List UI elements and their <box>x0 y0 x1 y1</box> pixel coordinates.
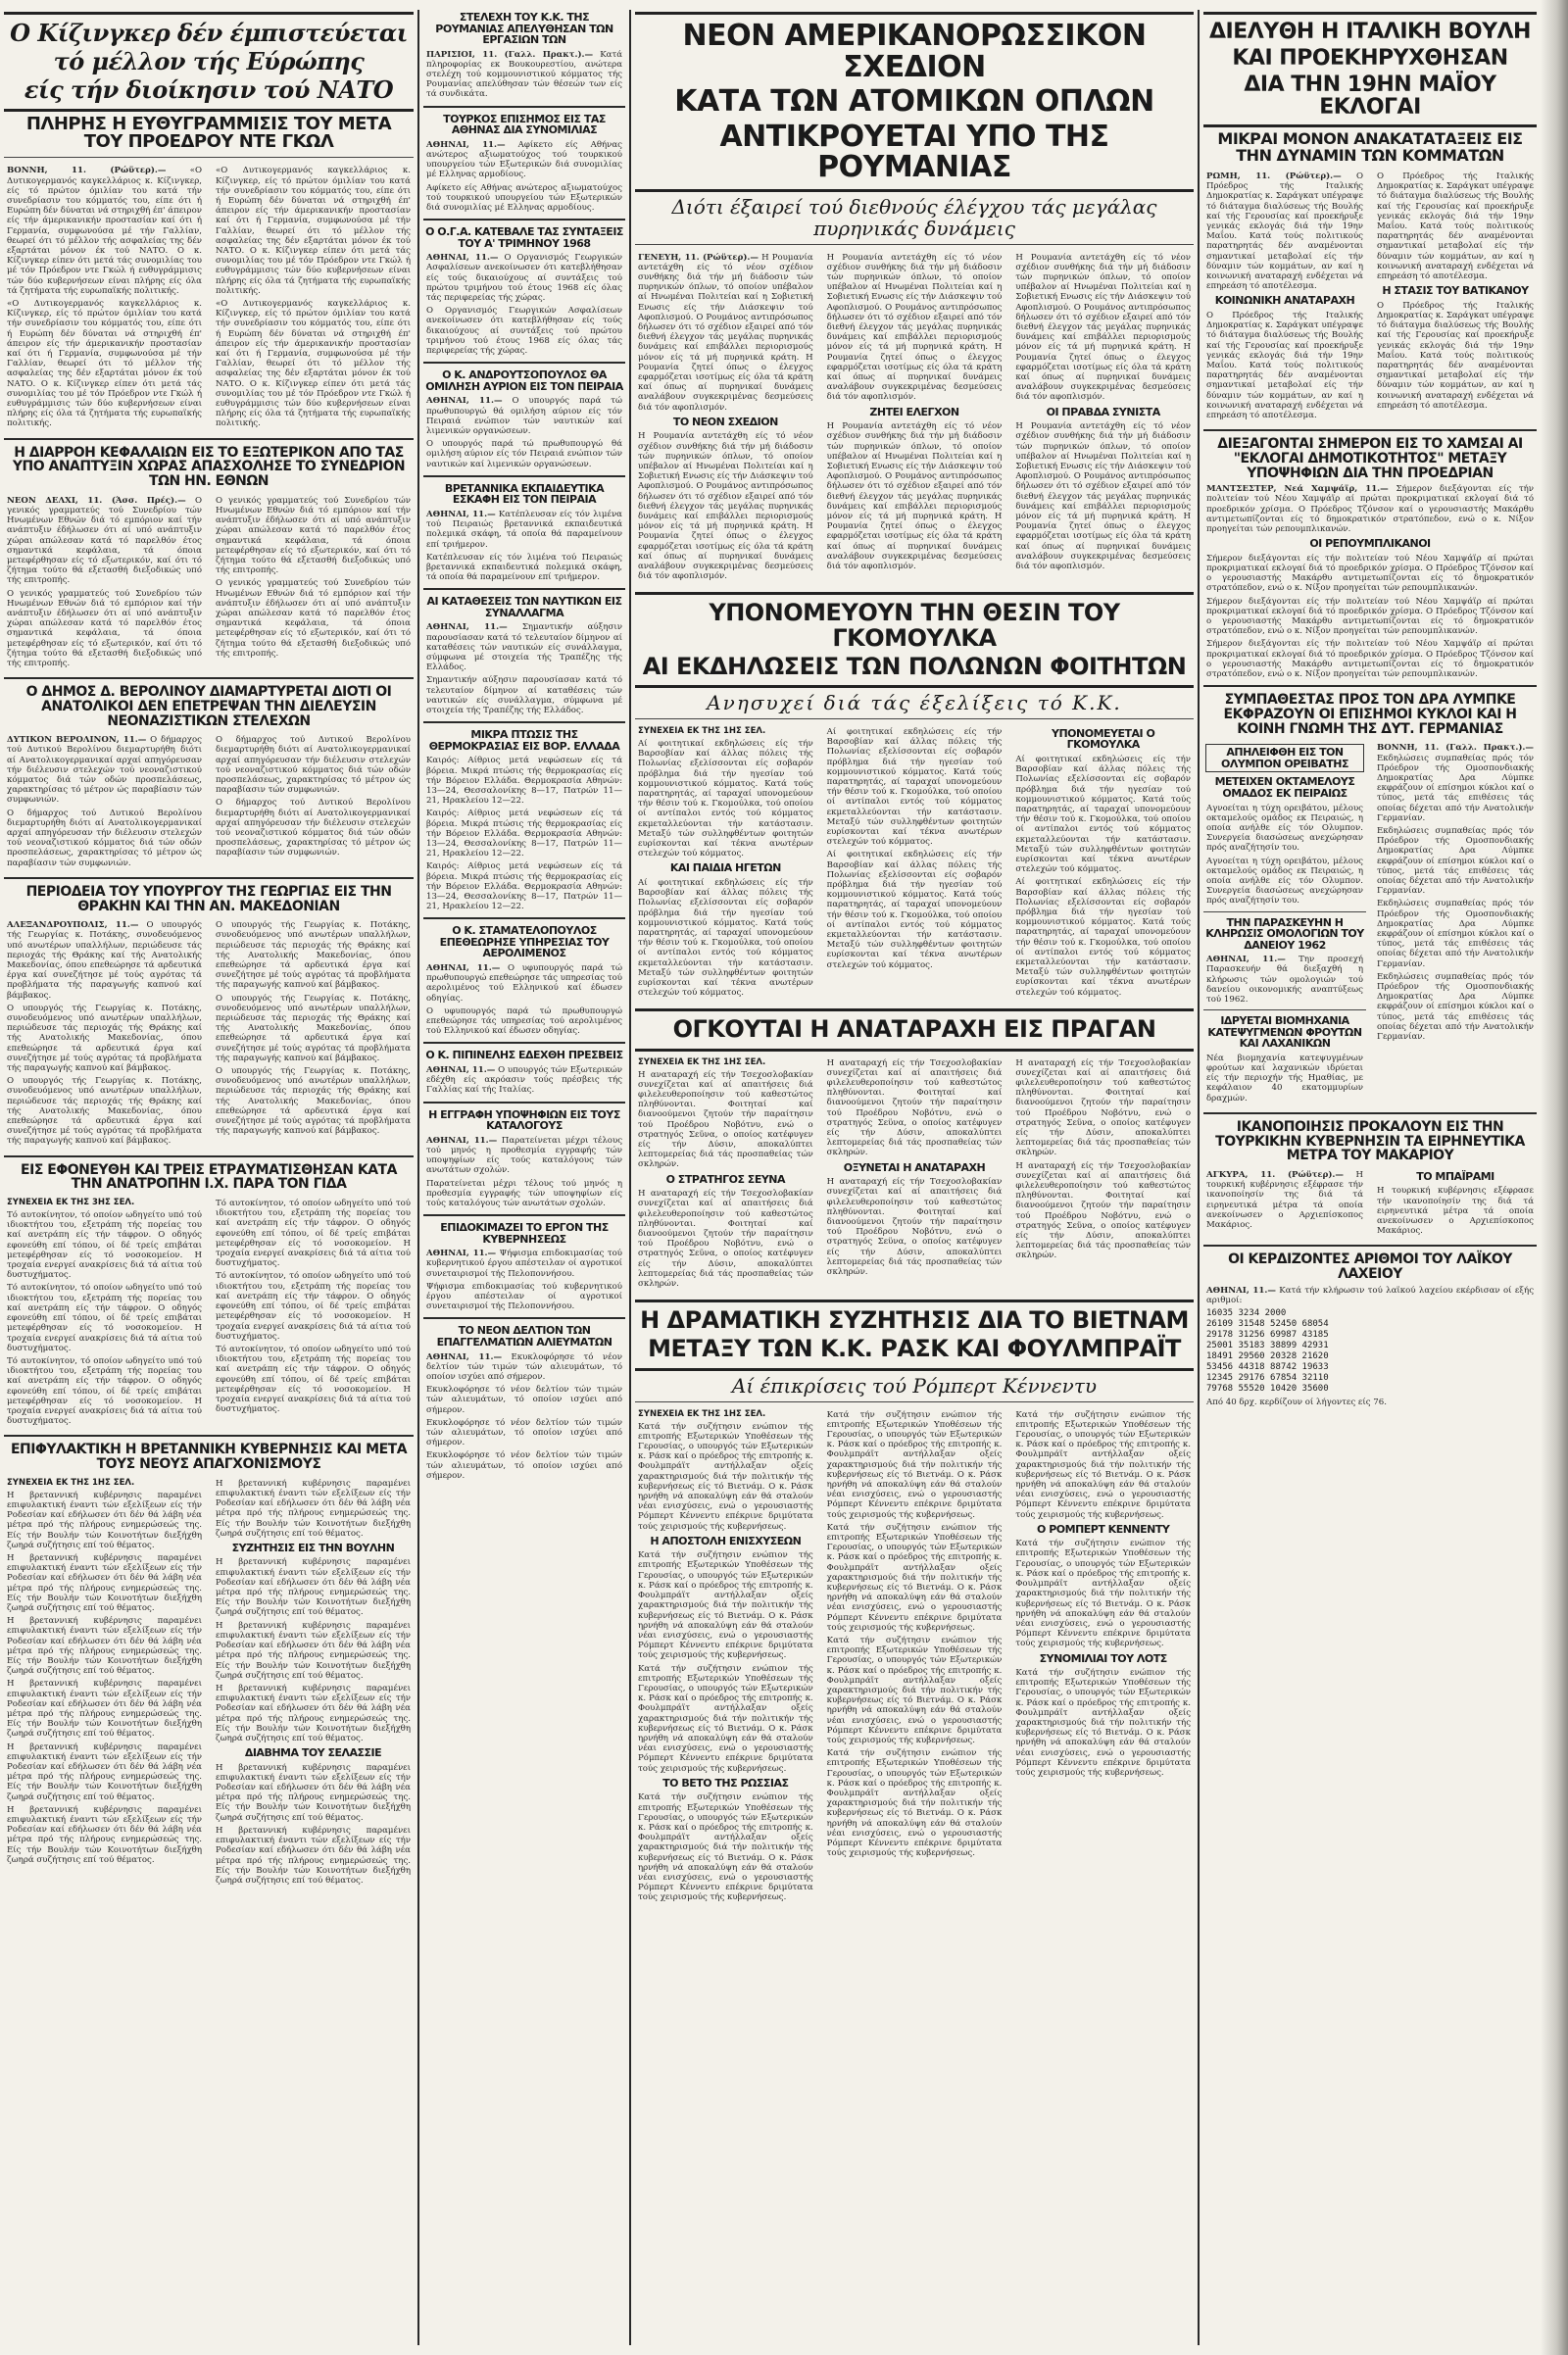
headline: ΑΙ ΚΑΤΑΘΕΣΕΙΣ ΤΩΝ ΝΑΥΤΙΚΩΝ ΕΙΣ ΣΥΝΑΛΛΑΓΜΑ <box>426 595 622 619</box>
article-text: Η αναταραχή είς τήν Τσεχοσλοβακίαν συνεχίζεται καί αί απαιτήσεις διά φιλελευθεροποίησιν τού καθεστώτος πληθύνονται. Φοιτηταί καί διανοούμενοι ζητούν τήν παραίτησιν τού Προέδρου Νοβότνυ, ενώ ο στρατηγός Σεϋνα, ο οποίος κατέφυγεν είς τήν Δύσιν, αποκαλύπτει λεπτομερείας διά τάς προσπαθείας τών σκληρών. <box>638 1189 813 1289</box>
headline: ΔΙΕΞΑΓΟΝΤΑΙ ΣΗΜΕΡΟΝ ΕΙΣ ΤΟ ΧΑΜΣΑΙ ΑΙ "ΕΚΛΟΓΑΙ ΔΗΜΟΤΙΚΟΤΗΤΟΣ" ΜΕΤΑΞΥ ΥΠΟΨΗΦΙΩΝ ΔΙΑ ΤΗΝ ΠΡΟΕΔΡΙΑΝ <box>1217 436 1523 481</box>
article-text: Εκδηλώσεις συμπαθείας πρός τόν Πρόεδρον τής Ομοσπονδιακής Δημοκρατίας Δρα Λύμπκε εκφράζουν οί επίσημοι κύκλοι καί ο τύπος, μετά τάς επιθέσεις τάς οποίας δέχεται από τήν Ανατολικήν Γερμανίαν. <box>1377 825 1534 897</box>
article-text: Κατά τήν συζήτησιν ενώπιον τής επιτροπής Εξωτερικών Υποθέσεων τής Γερουσίας, ο υπουργός τών Εξωτερικών κ. Ράσκ καί ο πρόεδρος τής επιτροπής κ. Φουλμπράϊτ αντήλλαξαν οξείς χαρακτηρισμούς διά τήν πολιτικήν τής κυβερνήσεως είς τό Βιετνάμ. Ο κ. Ράσκ ηρνήθη νά αποκαλύψη εάν θά σταλούν νέαι ενισχύσεις, ενώ ο γερουσιαστής Ρόμπερτ Κέννεντυ επέκρινε δριμύτατα τούς χειρισμούς τής κυβερνήσεως. <box>826 1409 1003 1520</box>
article-text: Ο γενικός γραμματεύς τού Συνεδρίου τών Ηνωμένων Εθνών διά τό εμπόριον καί τήν ανάπτυξιν έδήλωσεν ότι αί υπό ανάπτυξιν χώραι απώλεσαν κατά τό παρελθόν έτος σημαντικά κεφάλαια, τά όποια μετεφέρθησαν είς τό εξωτερικόν, καί ότι τό ζήτημα τούτο θά εξετασθή διεξοδικώς υπό τής επιτροπής. <box>216 495 411 576</box>
article-text: Κατά τήν συζήτησιν ενώπιον τής επιτροπής Εξωτερικών Υποθέσεων τής Γερουσίας, ο υπουργός τών Εξωτερικών κ. Ράσκ καί ο πρόεδρος τής επιτροπής κ. Φουλμπράϊτ αντήλλαξαν οξείς χαρακτηρισμούς διά τήν πολιτικήν τής κυβερνήσεως είς τό Βιετνάμ. Ο κ. Ράσκ ηρνήθη νά αποκαλύψη εάν θά σταλούν νέαι ενισχύσεις, ενώ ο γερουσιαστής Ρόμπερτ Κέννεντυ επέκρινε δριμύτατα τούς χειρισμούς τής κυβερνήσεως. <box>638 1550 813 1661</box>
article-text: Η βρεταννική κυβέρνησις παραμένει επιφυλακτική έναντι τών εξελίξεων είς τήν Ροδεσίαν καί εδήλωσεν ότι δέν θά λάβη νέα μέτρα πρό τής πλήρους ενημερώσεώς της. Είς τήν Βουλήν τών Κοινοτήτων διεξήχθη ζωηρά συζήτησις επί τού θέματος. <box>216 1825 411 1886</box>
section-subhead: ΣΥΖΗΤΗΣΙΣ ΕΙΣ ΤΗΝ ΒΟΥΛΗΝ <box>231 1541 395 1554</box>
lottery-row: 25001 35183 38899 42931 <box>1206 1341 1329 1351</box>
section-subhead: Ο ΡΟΜΠΕΡΤ ΚΕΝΝΕΝΤΥ <box>1037 1522 1170 1536</box>
continuation-note: ΣΥΝΕΧΕΙΑ ΕΚ ΤΗΣ 3ΗΣ ΣΕΛ. <box>7 1198 135 1208</box>
article-text: ΑΘΗΝΑΙ, 11.— Ο υφυπουργός παρά τώ πρωθυπουργώ επεθεώρησε τάς υπηρεσίας τού αερολιμένος τού Ελληνικού καί έδωσεν οδηγίας. <box>426 963 622 1004</box>
headline: ΕΙΣ ΕΦΟΝΕΥΘΗ ΚΑΙ ΤΡΕΙΣ ΕΤΡΑΥΜΑΤΙΣΘΗΣΑΝ ΚΑΤΑ ΤΗΝ ΑΝΑΤΡΟΠΗΝ Ι.Χ. ΠΑΡΑ ΤΟΝ ΓΙΔΑ <box>21 1161 397 1193</box>
headline: ΜΙΚΡΑ ΠΤΩΣΙΣ ΤΗΣ ΘΕΡΜΟΚΡΑΣΙΑΣ ΕΙΣ ΒΟΡ. ΕΛΛΑΔΑ <box>428 728 620 753</box>
article-text: ΡΩΜΗ, 11. (Ρώϋτερ).— Ο Πρόεδρος τής Ιταλικής Δημοκρατίας κ. Σαράγκατ υπέγραψε τό διάταγμα διαλύσεως τής Βουλής καί τής Γερουσίας καί προεκήρυξε γενικάς εκλογάς διά τήν 19ην Μαΐου. Κατά τούς πολιτικούς παρατηρητάς δέν αναμένονται σημαντικαί μεταβολαί είς τήν δύναμιν τών κομμάτων, αν καί η κοινωνική αναταραχή ενδέχεται νά επηρεάση τό αποτέλεσμα. <box>1206 171 1363 292</box>
article-text: Η βρεταννική κυβέρνησις παραμένει επιφυλακτική έναντι τών εξελίξεων είς τήν Ροδεσίαν καί εδήλωσεν ότι δέν θά λάβη νέα μέτρα πρό τής πλήρους ενημερώσεώς της. Είς τήν Βουλήν τών Κοινοτήτων διεξήχθη ζωηρά συζήτησις επί τού θέματος. <box>7 1616 202 1677</box>
article-text: Ο Πρόεδρος τής Ιταλικής Δημοκρατίας κ. Σαράγκατ υπέγραψε τό διάταγμα διαλύσεως τής Βουλής καί τής Γερουσίας καί προεκήρυξε γενικάς εκλογάς διά τήν 19ην Μαΐου. Κατά τούς πολιτικούς παρατηρητάς δέν αναμένονται σημαντικαί μεταβολαί είς τήν δύναμιν τών κομμάτων, αν καί η κοινωνική αναταραχή ενδέχεται νά επηρεάση τό αποτέλεσμα. <box>1377 171 1534 281</box>
article-text: Αί φοιτητικαί εκδηλώσεις είς τήν Βαρσοβίαν καί άλλας πόλεις τής Πολωνίας εξελίσσονται είς σοβαρόν πρόβλημα διά τήν ηγεσίαν τού κομμουνιστικού κόμματος. Κατά τούς παρατηρητάς, αί ταραχαί υπονομεύουν τήν θέσιν τού κ. Γκομούλκα, τού οποίου οί αντίπαλοι εντός τού κόμματος εκμεταλλεύονται τήν κατάστασιν. Μεταξύ τών συλληφθέντων φοιτητών ευρίσκονται καί τέκνα ανωτέρων στελεχών τού κόμματος. <box>638 877 813 999</box>
article-text: Η βρεταννική κυβέρνησις παραμένει επιφυλακτική έναντι τών εξελίξεων είς τήν Ροδεσίαν καί εδήλωσεν ότι δέν θά λάβη νέα μέτρα πρό τής πλήρους ενημερώσεώς της. Είς τήν Βουλήν τών Κοινοτήτων διεξήχθη ζωηρά συζήτησις επί τού θέματος. <box>7 1552 202 1613</box>
headline-line: τό μέλλον τής Εύρώπης <box>53 47 365 76</box>
prague-headline <box>635 1008 1194 1051</box>
gomulka-headline <box>635 592 1194 688</box>
lottery-row: 53456 44318 88742 19633 <box>1206 1362 1329 1373</box>
boxed-headline: ΑΠΗΛΕΙΦΘΗ ΕΙΣ ΤΟΝ ΟΛΥΜΠΟΝ ΟΡΕΙΒΑΤΗΣ <box>1205 744 1364 772</box>
article-text: ΑΘΗΝΑΙ, 11.— Ο υπουργός παρά τώ πρωθυπουργώ θά ομιλήση αύριον είς τόν Πειραιά ενώπιον τών ναυτικών καί λιμενικών οργανώσεων. <box>426 396 622 436</box>
lottery-row: 12345 29176 67854 32110 <box>1206 1373 1329 1384</box>
headline: ΒΡΕΤΑΝΝΙΚΑ ΕΚΠΑΙΔΕΥΤΙΚΑ ΕΣΚΑΦΗ ΕΙΣ ΤΟΝ ΠΕΙΡΑΙΑ <box>444 481 605 507</box>
continuation-note: ΣΥΝΕΧΕΙΑ ΕΚ ΤΗΣ 1ΗΣ ΣΕΛ. <box>638 1408 766 1419</box>
article-text: Αί φοιτητικαί εκδηλώσεις είς τήν Βαρσοβίαν καί άλλας πόλεις τής Πολωνίας εξελίσσονται είς σοβαρόν πρόβλημα διά τήν ηγεσίαν τού κομμουνιστικού κόμματος. Κατά τούς παρατηρητάς, αί ταραχαί υπονομεύουν τήν θέσιν τού κ. Γκομούλκα, τού οποίου οί αντίπαλοι εντός τού κόμματος εκμεταλλεύονται τήν κατάστασιν. Μεταξύ τών συλληφθέντων φοιτητών ευρίσκονται καί τέκνα ανωτέρων στελεχών τού κόμματος. <box>638 738 813 859</box>
headline: ΠΕΡΙΟΔΕΙΑ ΤΟΥ ΥΠΟΥΡΓΟΥ ΤΗΣ ΓΕΩΡΓΙΑΣ ΕΙΣ ΤΗΝ ΘΡΑΚΗΝ ΚΑΙ ΤΗΝ ΑΝ. ΜΑΚΕΔΟΝΙΑΝ <box>25 883 392 914</box>
article-text: Νέα βιομηχανία κατεψυγμένων φρούτων καί λαχανικών ιδρύεται είς τήν περιοχήν τής Ημαθίας, με κεφάλαιον 40 εκατομμυρίων δραχμών. <box>1206 1053 1363 1104</box>
article-text: Τό αυτοκίνητον, τό οποίον ωδηγείτο υπό τού ιδιοκτήτου του, εξετράπη τής πορείας του καί ανετράπη είς τήν τάφρον. Ο οδηγός εφονεύθη επί τόπου, οί δέ τρείς επιβάται μετεφέρθησαν είς τό νοσοκομείον. Η τροχαία ενεργεί ανακρίσεις διά τά αίτια τού δυστυχήματος. <box>7 1210 202 1281</box>
article-text: Αί φοιτητικαί εκδηλώσεις είς τήν Βαρσοβίαν καί άλλας πόλεις τής Πολωνίας εξελίσσονται είς σοβαρόν πρόβλημα διά τήν ηγεσίαν τού κομμουνιστικού κόμματος. Κατά τούς παρατηρητάς, αί ταραχαί υπονομεύουν τήν θέσιν τού κ. Γκομούλκα, τού οποίου οί αντίπαλοι εντός τού κόμματος εκμεταλλεύονται τήν κατάστασιν. Μεταξύ τών συλληφθέντων φοιτητών ευρίσκονται καί τέκνα ανωτέρων στελεχών τού κόμματος. <box>826 850 1003 970</box>
article-text: Η τουρκική κυβέρνησις εξέφρασε τήν ικανοποίησίν της διά τά ειρηνευτικά μέτρα τά οποία ανεκοίνωσεν ο Αρχιεπίσκοπος Μακάριος. <box>1377 1186 1534 1237</box>
headline-line: ΚΑΙ ΠΡΟΕΚΗΡΥΧΘΗΣΑΝ <box>1232 46 1508 72</box>
article-text: ΑΘΗΝΑΙ, 11.— Αφίκετο είς Αθήνας ανώτερος αξιωματούχος τού τουρκικού υπουργείου τών Εξωτερικών διά συνομιλίας μέ Ελληνας αρμοδίους. <box>426 139 622 180</box>
section-subhead: ΔΙΑΒΗΜΑ ΤΟΥ ΣΕΛΑΣΣΙΕ <box>244 1746 382 1760</box>
article-text: Κατά τήν συζήτησιν ενώπιον τής επιτροπής Εξωτερικών Υποθέσεων τής Γερουσίας, ο υπουργός τών Εξωτερικών κ. Ράσκ καί ο πρόεδρος τής επιτροπής κ. Φουλμπράϊτ αντήλλαξαν οξείς χαρακτηρισμούς διά τήν πολιτικήν τής κυβερνήσεως είς τό Βιετνάμ. Ο κ. Ράσκ ηρνήθη νά αποκαλύψη εάν θά σταλούν νέαι ενισχύσεις, ενώ ο γερουσιαστής Ρόμπερτ Κέννεντυ επέκρινε δριμύτατα τούς χειρισμούς τής κυβερνήσεως. <box>826 1635 1003 1745</box>
article-text: Από 40 δρχ. κερδίζουν οί λήγοντες είς 76. <box>1206 1398 1387 1408</box>
article-text: ΑΘΗΝΑΙ, 11.— Εκυκλοφόρησε τό νέον δελτίον τών τιμών τών αλιευμάτων, τό οποίον ισχύει από σήμερον. <box>426 1351 622 1382</box>
headline: Ο Κ. ΠΙΠΙΝΕΛΗΣ ΕΔΕΧΘΗ ΠΡΕΣΒΕΙΣ <box>425 1049 623 1062</box>
headline-line: είς τήν διοίκησιν τού ΝΑΤΟ <box>24 75 394 105</box>
article-text: ΑΘΗΝΑΙ, 11.— Παρατείνεται μέχρι τέλους τού μηνός η προθεσμία εγγραφής τών υποψηφίων είς τούς καταλόγους τών ανωτάτων σχολών. <box>426 1135 623 1176</box>
article-text: Κατά τήν συζήτησιν ενώπιον τής επιτροπής Εξωτερικών Υποθέσεων τής Γερουσίας, ο υπουργός τών Εξωτερικών κ. Ράσκ καί ο πρόεδρος τής επιτροπής κ. Φουλμπράϊτ αντήλλαξαν οξείς χαρακτηρισμούς διά τήν πολιτικήν τής κυβερνήσεως είς τό Βιετνάμ. Ο κ. Ράσκ ηρνήθη νά αποκαλύψη εάν θά σταλούν νέαι ενισχύσεις, ενώ ο γερουσιαστής Ρόμπερτ Κέννεντυ επέκρινε δριμύτατα τούς χειρισμούς τής κυβερνήσεως. <box>1015 1668 1192 1779</box>
article-text: Η αναταραχή είς τήν Τσεχοσλοβακίαν συνεχίζεται καί αί απαιτήσεις διά φιλελευθεροποίησιν τού καθεστώτος πληθύνονται. Φοιτηταί καί διανοούμενοι ζητούν τήν παραίτησιν τού Προέδρου Νοβότνυ, ενώ ο στρατηγός Σεϋνα, ο οποίος κατέφυγεν είς τήν Δύσιν, αποκαλύπτει λεπτομερείας διά τάς προσπαθείας τών σκληρών. <box>638 1069 813 1170</box>
section-subhead: Η ΑΠΟΣΤΟΛΗ ΕΝΙΣΧΥΣΕΩΝ <box>650 1534 802 1547</box>
article-text: Τό αυτοκίνητον, τό οποίον ωδηγείτο υπό τού ιδιοκτήτου του, εξετράπη τής πορείας του καί ανετράπη είς τήν τάφρον. Ο οδηγός εφονεύθη επί τόπου, οί δέ τρείς επιβάται μετεφέρθησαν είς τό νοσοκομείον. Η τροχαία ενεργεί ανακρίσεις διά τά αίτια τού δυστυχήματος. <box>7 1355 202 1427</box>
article-text: Ο Οργανισμός Γεωργικών Ασφαλίσεων ανεκοίνωσεν ότι κατεβλήθησαν είς τούς δικαιούχους αί συντάξεις τού πρώτου τριμήνου τού έτους 1968 είς όλας τάς περιφερείας τής χώρας. <box>426 306 622 357</box>
article-text: ΑΛΕΞΑΝΔΡΟΥΠΟΛΙΣ, 11.— Ο υπουργός τής Γεωργίας κ. Ποτάκης, συνοδευόμενος υπό ανωτέρων υπαλλήλων, περιώδευσε τάς περιοχάς τής Θράκης καί τής Ανατολικής Μακεδονίας, όπου επεθεώρησε τά αρδευτικά έργα καί συνεζήτησε μέ τούς αγρότας τά προβλήματα τής παραγωγής καπνού καί βάμβακος. <box>7 920 202 1001</box>
subheadline: Αί έπικρίσεις τού Ρόμπερτ Κέννεντυ <box>731 1373 1098 1398</box>
subheadline: ΜΙΚΡΑΙ ΜΟΝΟΝ ΑΝΑΚΑΤΑΤΑΞΕΙΣ ΕΙΣ ΤΗΝ ΔΥΝΑΜΙΝ ΤΩΝ ΚΟΜΜΑΤΩΝ <box>1217 129 1523 166</box>
section-subhead: Η ΣΤΑΣΙΣ ΤΟΥ ΒΑΤΙΚΑΝΟΥ <box>1382 284 1529 298</box>
article-text: Η βρεταννική κυβέρνησις παραμένει επιφυλακτική έναντι τών εξελίξεων είς τήν Ροδεσίαν καί εδήλωσεν ότι δέν θά λάβη νέα μέτρα πρό τής πλήρους ενημερώσεώς της. Είς τήν Βουλήν τών Κοινοτήτων διεξήχθη ζωηρά συζήτησις επί τού θέματος. <box>216 1478 411 1539</box>
article-text: Ο Πρόεδρος τής Ιταλικής Δημοκρατίας κ. Σαράγκατ υπέγραψε τό διάταγμα διαλύσεως τής Βουλής καί τής Γερουσίας καί προεκήρυξε γενικάς εκλογάς διά τήν 19ην Μαΐου. Κατά τούς πολιτικούς παρατηρητάς δέν αναμένονται σημαντικαί μεταβολαί είς τήν δύναμιν τών κομμάτων, αν καί η κοινωνική αναταραχή ενδέχεται νά επηρεάση τό αποτέλεσμα. <box>1206 310 1363 420</box>
lottery-row: 26109 31548 52450 68054 <box>1206 1319 1329 1330</box>
article-text: ΠΑΡΙΣΙΟΙ, 11. (Γαλλ. Πρακτ.).— Κατά πληροφορίας εκ Βουκουρεστίου, ανώτερα στελέχη τού κομμουνιστικού κόμματος τής Ρουμανίας απελύθησαν τών θέσεών των είς τά συνδικάτα. <box>426 49 622 100</box>
amrus-headline <box>635 12 1194 192</box>
article-text: Τό αυτοκίνητον, τό οποίον ωδηγείτο υπό τού ιδιοκτήτου του, εξετράπη τής πορείας του καί ανετράπη είς τήν τάφρον. Ο οδηγός εφονεύθη επί τόπου, οί δέ τρείς επιβάται μετεφέρθησαν είς τό νοσοκομείον. Η τροχαία ενεργεί ανακρίσεις διά τά αίτια τού δυστυχήματος. <box>216 1199 411 1269</box>
section-subhead: ΖΗΤΕΙ ΕΛΕΓΧΟΝ <box>869 405 959 418</box>
article-text: Εκυκλοφόρησε τό νέον δελτίον τών τιμών τών αλιευμάτων, τό οποίον ισχύει από σήμερον. <box>426 1385 622 1415</box>
section-subhead: ΤΟ ΝΕΟΝ ΣΧΕΔΙΟΝ <box>672 415 778 428</box>
article-text: Καιρός: Αίθριος μετά νεφώσεων είς τά βόρεια. Μικρά πτώσις τής θερμοκρασίας είς τήν Βόρειον Ελλάδα. Θερμοκρασία Αθηνών: 13—24, Θεσσαλονίκης 8—17, Πατρών 11—21, Ηρακλείου 12—22. <box>426 756 622 807</box>
article-text: ΑΘΗΝΑΙ, 11.— Ψήφισμα επιδοκιμασίας τού κυβερνητικού έργου απέστειλαν οί αγροτικοί συνεταιρισμοί τής Πελοποννήσου. <box>426 1249 622 1279</box>
headline: ΤΟΥΡΚΟΣ ΕΠΙΣΗΜΟΣ ΕΙΣ ΤΑΣ ΑΘΗΝΑΣ ΔΙΑ ΣΥΝΟΜΙΛΙΑΣ <box>443 112 606 137</box>
headline-line: ΥΠΟΝΟΜΕΥΟΥΝ ΤΗΝ ΘΕΣΙΝ ΤΟΥ ΓΚΟΜΟΥΛΚΑ <box>709 599 1120 652</box>
section-subhead: ΤΟ ΒΕΤΟ ΤΗΣ ΡΩΣΣΙΑΣ <box>662 1776 789 1790</box>
article-text: ΒΟΝΝΗ, 11. (Ρώϋτερ).— «Ο Δυτικογερμανός καγκελλάριος κ. Κίζινγκερ, είς τό πρώτον όμιλίαν του κατά τήν συνεδρίασιν του κόμματός του, είπε ότι ή Ευρώπη δέν δύναται νά στηριχθή έπ' άπειρον είς τήν άμερικανικήν προστασίαν καί ότι ή Γερμανία, συμφωνούσα μέ τήν Γαλλίαν, θεωρεί ότι τό μέλλον τής ασφαλείας της δέν εξαρτάται μόνον έκ τού ΝΑΤΟ. Ο κ. Κίζινγκερ είπεν ότι μετά τάς συνομιλίας του μέ τόν Πρόεδρον ντε Γκώλ ή ευθυγράμμισις τών δύο κυβερνήσεων είναι πλήρης είς όλα τά ζητήματα τής ευρωπαϊκής πολιτικής. <box>7 166 202 296</box>
vietnam-headline <box>635 1300 1194 1370</box>
subheadline: ΠΛΗΡΗΣ Η ΕΥΘΥΓΡΑΜΜΙΣΙΣ ΤΟΥ ΜΕΤΑ ΤΟΥ ΠΡΟΕΔΡΟΥ ΝΤΕ ΓΚΩΛ <box>25 113 392 153</box>
section-subhead: ΜΕΤΕΙΧΕΝ ΟΚΤΑΜΕΛΟΥΣ ΟΜΑΔΟΣ ΕΚ ΠΕΙΡΑΙΩΣ <box>1214 775 1355 800</box>
italy-headline <box>1203 12 1537 127</box>
article-text: Αγνοείται η τύχη ορειβάτου, μέλους οκταμελούς ομάδος εκ Πειραιώς, η οποία ανήλθε είς τόν Ολυμπον. Συνεργεία διασώσεως ανεχώρησαν πρός αναζήτησίν του. <box>1206 803 1363 854</box>
article-text: ΑΘΗΝΑΙ, 11.— Ο Οργανισμός Γεωργικών Ασφαλίσεων ανεκοίνωσεν ότι κατεβλήθησαν είς τούς δικαιούχους αί συντάξεις τού πρώτου τριμήνου τού έτους 1968 είς όλας τάς περιφερείας τής χώρας. <box>426 253 622 304</box>
article-text: Η βρεταννική κυβέρνησις παραμένει επιφυλακτική έναντι τών εξελίξεων είς τήν Ροδεσίαν καί εδήλωσεν ότι δέν θά λάβη νέα μέτρα πρό τής πλήρους ενημερώσεώς της. Είς τήν Βουλήν τών Κοινοτήτων διεξήχθη ζωηρά συζήτησις επί τού θέματος. <box>216 1683 411 1743</box>
headline-line: ΔΙΕΛΥΘΗ Η ΙΤΑΛΙΚΗ ΒΟΥΛΗ <box>1209 20 1531 44</box>
article-text: Κατά τήν συζήτησιν ενώπιον τής επιτροπής Εξωτερικών Υποθέσεων τής Γερουσίας, ο υπουργός τών Εξωτερικών κ. Ράσκ καί ο πρόεδρος τής επιτροπής κ. Φουλμπράϊτ αντήλλαξαν οξείς χαρακτηρισμούς διά τήν πολιτικήν τής κυβερνήσεως είς τό Βιετνάμ. Ο κ. Ράσκ ηρνήθη νά αποκαλύψη εάν θά σταλούν νέαι ενισχύσεις, ενώ ο γερουσιαστής Ρόμπερτ Κέννεντυ επέκρινε δριμύτατα τούς χειρισμούς τής κυβερνήσεως. <box>1015 1409 1192 1520</box>
article-text: Η αναταραχή είς τήν Τσεχοσλοβακίαν συνεχίζεται καί αί απαιτήσεις διά φιλελευθεροποίησιν τού καθεστώτος πληθύνονται. Φοιτηταί καί διανοούμενοι ζητούν τήν παραίτησιν τού Προέδρου Νοβότνυ, ενώ ο στρατηγός Σεϋνα, ο οποίος κατέφυγεν είς τήν Δύσιν, αποκαλύπτει λεπτομερείας διά τάς προσπαθείας τών σκληρών. <box>1015 1160 1192 1261</box>
continuation-note: ΣΥΝΕΧΕΙΑ ΕΚ ΤΗΣ 1ΗΣ ΣΕΛ. <box>638 725 766 736</box>
article-text: Η Ρουμανία αντετάχθη είς τό νέον σχέδιον συνθήκης διά τήν μή διάδοσιν τών πυρηνικών όπλων, τό οποίον υπέβαλον αί Ηνωμέναι Πολιτείαι καί η Σοβιετική Ενωσις είς τήν Διάσκεψιν τού Αφοπλισμού. Ο Ρουμάνος αντιπρόσωπος δήλωσεν ότι τό σχέδιον εξαιρεί από τόν διεθνή έλεγχον τάς μεγάλας πυρηνικάς δυνάμεις καί επιβάλλει περιορισμούς μόνον είς τά μή πυρηνικά κράτη. Η Ρουμανία ζητεί όπως ο έλεγχος εφαρμόζεται ισοτίμως είς όλα τά κράτη καί όπως αί πυρηνικαί δυνάμεις αναλάβουν συγκεκριμένας δεσμεύσεις διά τόν αφοπλισμόν. <box>1015 421 1192 571</box>
section-subhead: ΥΠΟΝΟΜΕΥΕΤΑΙ Ο ΓΚΟΜΟΥΛΚΑ <box>1052 726 1155 752</box>
article-text: Τό αυτοκίνητον, τό οποίον ωδηγείτο υπό τού ιδιοκτήτου του, εξετράπη τής πορείας του καί ανετράπη είς τήν τάφρον. Ο οδηγός εφονεύθη επί τόπου, οί δέ τρείς επιβάται μετεφέρθησαν είς τό νοσοκομείον. Η τροχαία ενεργεί ανακρίσεις διά τά αίτια τού δυστυχήματος. <box>216 1271 411 1342</box>
lottery-row: 29178 31256 69987 43185 <box>1206 1330 1329 1341</box>
article-text: Η βρεταννική κυβέρνησις παραμένει επιφυλακτική έναντι τών εξελίξεων είς τήν Ροδεσίαν καί εδήλωσεν ότι δέν θά λάβη νέα μέτρα πρό τής πλήρους ενημερώσεώς της. Είς τήν Βουλήν τών Κοινοτήτων διεξήχθη ζωηρά συζήτησις επί τού θέματος. <box>216 1620 411 1681</box>
article-text: Αφίκετο είς Αθήνας ανώτερος αξιωματούχος τού τουρκικού υπουργείου τών Εξωτερικών διά συνομιλίας μέ Ελληνας αρμοδίους. <box>426 182 622 213</box>
article-text: «Ο Δυτικογερμανός καγκελλάριος κ. Κίζινγκερ, είς τό πρώτον όμιλίαν του κατά τήν συνεδρίασιν του κόμματός του, είπε ότι ή Ευρώπη δέν δύναται νά στηριχθή έπ' άπειρον είς τήν άμερικανικήν προστασίαν καί ότι ή Γερμανία, συμφωνούσα μέ τήν Γαλλίαν, θεωρεί ότι τό μέλλον τής ασφαλείας της δέν εξαρτάται μόνον έκ τού ΝΑΤΟ. Ο κ. Κίζινγκερ είπεν ότι μετά τάς συνομιλίας του μέ τόν Πρόεδρον ντε Γκώλ ή ευθυγράμμισις τών δύο κυβερνήσεων είναι πλήρης είς όλα τά ζητήματα τής ευρωπαϊκής πολιτικής. <box>7 298 202 429</box>
article-text: «Ο Δυτικογερμανός καγκελλάριος κ. Κίζινγκερ, είς τό πρώτον όμιλίαν του κατά τήν συνεδρίασιν του κόμματός του, είπε ότι ή Ευρώπη δέν δύναται νά στηριχθή έπ' άπειρον είς τήν άμερικανικήν προστασίαν καί ότι ή Γερμανία, συμφωνούσα μέ τήν Γαλλίαν, θεωρεί ότι τό μέλλον τής ασφαλείας της δέν εξαρτάται μόνον έκ τού ΝΑΤΟ. Ο κ. Κίζινγκερ είπεν ότι μετά τάς συνομιλίας του μέ τόν Πρόεδρον ντε Γκώλ ή ευθυγράμμισις τών δύο κυβερνήσεων είναι πλήρης είς όλα τά ζητήματα τής ευρωπαϊκής πολιτικής. <box>216 166 411 296</box>
article-text: Κατά τήν συζήτησιν ενώπιον τής επιτροπής Εξωτερικών Υποθέσεων τής Γερουσίας, ο υπουργός τών Εξωτερικών κ. Ράσκ καί ο πρόεδρος τής επιτροπής κ. Φουλμπράϊτ αντήλλαξαν οξείς χαρακτηρισμούς διά τήν πολιτικήν τής κυβερνήσεως είς τό Βιετνάμ. Ο κ. Ράσκ ηρνήθη νά αποκαλύψη εάν θά σταλούν νέαι ενισχύσεις, ενώ ο γερουσιαστής Ρόμπερτ Κέννεντυ επέκρινε δριμύτατα τούς χειρισμούς τής κυβερνήσεως. <box>638 1792 813 1903</box>
lottery-numbers <box>1206 1308 1534 1395</box>
headline-line: Ο Κίζινγκερ δέν έμπιστεύεται <box>10 19 408 47</box>
section-subhead: ΟΙ ΡΕΠΟΥΜΠΛΙΚΑΝΟΙ <box>1309 537 1431 551</box>
lottery-row: 16035 3234 2000 <box>1206 1308 1287 1319</box>
section-subhead: ΤΟ ΜΠΑΪΡΑΜΙ <box>1416 1169 1494 1183</box>
article-text: Σήμερον διεξάγονται είς τήν πολιτείαν τού Νέου Χαμψάϊρ αί πρώται προκριματικαί εκλογαί διά τό προεδρικόν χρίσμα. Ο Πρόεδρος Τζόνσον καί ο γερουσιαστής Μακάρθυ αντιμετωπίζονται είς τό δημοκρατικόν στρατόπεδον, ενώ ο κ. Νίξον προηγείται τών ρεπουμπλικανών. <box>1206 553 1534 594</box>
section-subhead: ΟΙ ΠΡΑΒΔΑ ΣΥΝΙΣΤΑ <box>1046 405 1160 418</box>
article-text: ΑΘΗΝΑΙ, 11.— Την προσεχή Παρασκευήν θά διεξαχθή η κλήρωσις τών ομολογιών τού δανείου οικονομικής αναπτύξεως τού 1962. <box>1206 955 1363 1005</box>
headline-line: ΔΙΑ ΤΗΝ 19ΗΝ ΜΑΪΟΥ ΕΚΛΟΓΑΙ <box>1244 73 1496 121</box>
headline: ΕΠΙΔΟΚΙΜΑΖΕΙ ΤΟ ΕΡΓΟΝ ΤΗΣ ΚΥΒΕΡΝΗΣΕΩΣ <box>440 1221 609 1246</box>
article-text: Ο δήμαρχος τού Δυτικού Βερολίνου διεμαρτυρήθη διότι αί Ανατολικογερμανικαί αρχαί απηγόρευσαν τήν διέλευσιν στελεχών τού νεοναζιστικού κόμματος διά τών οδών προσπελάσεως, χαρακτηρίσας τό μέτρον ώς παραβίασιν τών συμφωνιών. <box>7 808 202 868</box>
column-4 <box>1203 8 1537 2345</box>
article-text: Ο δήμαρχος τού Δυτικού Βερολίνου διεμαρτυρήθη διότι αί Ανατολικογερμανικαί αρχαί απηγόρευσαν τήν διέλευσιν στελεχών τού νεοναζιστικού κόμματος διά τών οδών προσπελάσεως, χαρακτηρίσας τό μέτρον ώς παραβίασιν τών συμφωνιών. <box>216 798 411 859</box>
article-text: ΑΓΚΥΡΑ, 11. (Ρώϋτερ).— Η τουρκική κυβέρνησις εξέφρασε τήν ικανοποίησίν της διά τά ειρηνευτικά μέτρα τά οποία ανεκοίνωσεν ο Αρχιεπίσκοπος Μακάριος. <box>1206 1169 1363 1230</box>
article-text: Ο υπουργός τής Γεωργίας κ. Ποτάκης, συνοδευόμενος υπό ανωτέρων υπαλλήλων, περιώδευσε τάς περιοχάς τής Θράκης καί τής Ανατολικής Μακεδονίας, όπου επεθεώρησε τά αρδευτικά έργα καί συνεζήτησε μέ τούς αγρότας τά προβλήματα τής παραγωγής καπνού καί βάμβακος. <box>216 993 411 1063</box>
headline: Ο ΔΗΜΟΣ Δ. ΒΕΡΟΛΙΝΟΥ ΔΙΑΜΑΡΤΥΡΕΤΑΙ ΔΙΟΤΙ ΟΙ ΑΝΑΤΟΛΙΚΟΙ ΔΕΝ ΕΠΕΤΡΕΨΑΝ ΤΗΝ ΔΙΕΛΕΥΣΙΝ ΝΕΟΝΑΖΙΣΤΙΚΩΝ ΣΤΕΛΕΧΩΝ <box>25 684 392 729</box>
article-text: Η βρεταννική κυβέρνησις παραμένει επιφυλακτική έναντι τών εξελίξεων είς τήν Ροδεσίαν καί εδήλωσεν ότι δέν θά λάβη νέα μέτρα πρό τής πλήρους ενημερώσεώς της. Είς τήν Βουλήν τών Κοινοτήτων διεξήχθη ζωηρά συζήτησις επί τού θέματος. <box>7 1804 202 1865</box>
headline: Ο Ο.Γ.Α. ΚΑΤΕΒΑΛΕ ΤΑΣ ΣΥΝΤΑΞΕΙΣ ΤΟΥ Α' ΤΡΙΜΗΝΟΥ 1968 <box>425 225 623 250</box>
section-subhead: ΚΑΙ ΠΑΙΔΙΑ ΗΓΕΤΩΝ <box>669 861 781 875</box>
article-text: Σημαντικήν αύξησιν παρουσίασαν κατά τό τελευταίον δίμηνον αί καταθέσεις τών ναυτικών είς συνάλλαγμα, σύμφωνα μέ στοιχεία τής Τραπέζης τής Ελλάδος. <box>426 675 622 716</box>
article-text: «Ο Δυτικογερμανός καγκελλάριος κ. Κίζινγκερ, είς τό πρώτον όμιλίαν του κατά τήν συνεδρίασιν του κόμματός του, είπε ότι ή Ευρώπη δέν δύναται νά στηριχθή έπ' άπειρον είς τήν άμερικανικήν προστασίαν καί ότι ή Γερμανία, συμφωνούσα μέ τήν Γαλλίαν, θεωρεί ότι τό μέλλον τής ασφαλείας της δέν εξαρτάται μόνον έκ τού ΝΑΤΟ. Ο κ. Κίζινγκερ είπεν ότι μετά τάς συνομιλίας του μέ τόν Πρόεδρον ντε Γκώλ ή ευθυγράμμισις τών δύο κυβερνήσεων είναι πλήρης είς όλα τά ζητήματα τής ευρωπαϊκής πολιτικής. <box>216 298 411 429</box>
article-text: Ο Πρόεδρος τής Ιταλικής Δημοκρατίας κ. Σαράγκατ υπέγραψε τό διάταγμα διαλύσεως τής Βουλής καί τής Γερουσίας καί προεκήρυξε γενικάς εκλογάς διά τήν 19ην Μαΐου. Κατά τούς πολιτικούς παρατηρητάς δέν αναμένονται σημαντικαί μεταβολαί είς τήν δύναμιν τών κομμάτων, αν καί η κοινωνική αναταραχή ενδέχεται νά επηρεάση τό αποτέλεσμα. <box>1377 300 1534 411</box>
article-text: Εκδηλώσεις συμπαθείας πρός τόν Πρόεδρον τής Ομοσπονδιακής Δημοκρατίας Δρα Λύμπκε εκφράζουν οί επίσημοι κύκλοι καί ο τύπος, μετά τάς επιθέσεις τάς οποίας δέχεται από τήν Ανατολικήν Γερμανίαν. <box>1377 899 1534 969</box>
continuation-note: ΣΥΝΕΧΕΙΑ ΕΚ ΤΗΣ 1ΗΣ ΣΕΛ. <box>638 1056 766 1067</box>
page-edge-shadow <box>1541 0 1568 2355</box>
section-subhead: ΣΥΝΟΜΙΛΙΑΙ ΤΟΥ ΛΟΤΣ <box>1039 1651 1167 1665</box>
section-subhead: ΚΟΙΝΩΝΙΚΗ ΑΝΑΤΑΡΑΧΗ <box>1214 294 1355 308</box>
article-text: Ο γενικός γραμματεύς τού Συνεδρίου τών Ηνωμένων Εθνών διά τό εμπόριον καί τήν ανάπτυξιν έδήλωσεν ότι αί υπό ανάπτυξιν χώραι απώλεσαν κατά τό παρελθόν έτος σημαντικά κεφάλαια, τά όποια μετεφέρθησαν είς τό εξωτερικόν, καί ότι τό ζήτημα τούτο θά εξετασθή διεξοδικώς υπό τής επιτροπής. <box>216 578 411 659</box>
subheadline: Διότι έξαιρεί τού διεθνούς έλέγχου τάς μεγάλας πυρηνικάς δυνάμεις <box>671 194 1157 240</box>
article-text: ΑΘΗΝΑΙ, 11.— Ο υπουργός τών Εξωτερικών εδέχθη είς ακρόασιν τούς πρέσβεις τής Γαλλίας καί τής Ιταλίας. <box>426 1065 623 1096</box>
continuation-note: ΣΥΝΕΧΕΙΑ ΕΚ ΤΗΣ 1ΗΣ ΣΕΛ. <box>7 1477 135 1488</box>
lottery-row: 18491 29560 20328 21620 <box>1206 1351 1329 1362</box>
headline-line: ΚΑΤΑ ΤΩΝ ΑΤΟΜΙΚΩΝ ΟΠΛΩΝ <box>674 84 1154 119</box>
article-text: ΑΘΗΝΑΙ, 11.— Σημαντικήν αύξησιν παρουσίασαν κατά τό τελευταίον δίμηνον αί καταθέσεις τών ναυτικών είς συνάλλαγμα, σύμφωνα μέ στοιχεία τής Τραπέζης τής Ελλάδος. <box>426 622 622 673</box>
article-text: Κατά τήν συζήτησιν ενώπιον τής επιτροπής Εξωτερικών Υποθέσεων τής Γερουσίας, ο υπουργός τών Εξωτερικών κ. Ράσκ καί ο πρόεδρος τής επιτροπής κ. Φουλμπράϊτ αντήλλαξαν οξείς χαρακτηρισμούς διά τήν πολιτικήν τής κυβερνήσεως είς τό Βιετνάμ. Ο κ. Ράσκ ηρνήθη νά αποκαλύψη εάν θά σταλούν νέαι ενισχύσεις, ενώ ο γερουσιαστής Ρόμπερτ Κέννεντυ επέκρινε δριμύτατα τούς χειρισμούς τής κυβερνήσεως. <box>826 1748 1003 1859</box>
article-text: Αί φοιτητικαί εκδηλώσεις είς τήν Βαρσοβίαν καί άλλας πόλεις τής Πολωνίας εξελίσσονται είς σοβαρόν πρόβλημα διά τήν ηγεσίαν τού κομμουνιστικού κόμματος. Κατά τούς παρατηρητάς, αί ταραχαί υπονομεύουν τήν θέσιν τού κ. Γκομούλκα, τού οποίου οί αντίπαλοι εντός τού κόμματος εκμεταλλεύονται τήν κατάστασιν. Μεταξύ τών συλληφθέντων φοιτητών ευρίσκονται καί τέκνα ανωτέρων στελεχών τού κόμματος. <box>826 726 1003 848</box>
article-text: Κατά τήν συζήτησιν ενώπιον τής επιτροπής Εξωτερικών Υποθέσεων τής Γερουσίας, ο υπουργός τών Εξωτερικών κ. Ράσκ καί ο πρόεδρος τής επιτροπής κ. Φουλμπράϊτ αντήλλαξαν οξείς χαρακτηρισμούς διά τήν πολιτικήν τής κυβερνήσεως είς τό Βιετνάμ. Ο κ. Ράσκ ηρνήθη νά αποκαλύψη εάν θά σταλούν νέαι ενισχύσεις, ενώ ο γερουσιαστής Ρόμπερτ Κέννεντυ επέκρινε δριμύτατα τούς χειρισμούς τής κυβερνήσεως. <box>638 1421 813 1532</box>
article-text: Η Ρουμανία αντετάχθη είς τό νέον σχέδιον συνθήκης διά τήν μή διάδοσιν τών πυρηνικών όπλων, τό οποίον υπέβαλον αί Ηνωμέναι Πολιτείαι καί η Σοβιετική Ενωσις είς τήν Διάσκεψιν τού Αφοπλισμού. Ο Ρουμάνος αντιπρόσωπος δήλωσεν ότι τό σχέδιον εξαιρεί από τόν διεθνή έλεγχον τάς μεγάλας πυρηνικάς δυνάμεις καί επιβάλλει περιορισμούς μόνον είς τά μή πυρηνικά κράτη. Η Ρουμανία ζητεί όπως ο έλεγχος εφαρμόζεται ισοτίμως είς όλα τά κράτη καί όπως αί πυρηνικαί δυνάμεις αναλάβουν συγκεκριμένας δεσμεύσεις διά τόν αφοπλισμόν. <box>826 252 1003 403</box>
article-text: ΓΕΝΕΥΗ, 11. (Ρώϋτερ).— Η Ρουμανία αντετάχθη είς τό νέον σχέδιον συνθήκης διά τήν μή διάδοσιν τών πυρηνικών όπλων, τό οποίον υπέβαλον αί Ηνωμέναι Πολιτείαι καί η Σοβιετική Ενωσις είς τήν Διάσκεψιν τού Αφοπλισμού. Ο Ρουμάνος αντιπρόσωπος δήλωσεν ότι τό σχέδιον εξαιρεί από τόν διεθνή έλεγχον τάς μεγάλας πυρηνικάς δυνάμεις καί επιβάλλει περιορισμούς μόνον είς τά μή πυρηνικά κράτη. Η Ρουμανία ζητεί όπως ο έλεγχος εφαρμόζεται ισοτίμως είς όλα τά κράτη καί όπως αί πυρηνικαί δυνάμεις αναλάβουν συγκεκριμένας δεσμεύσεις διά τόν αφοπλισμόν. <box>638 252 813 413</box>
article-text: Ο υπουργός τής Γεωργίας κ. Ποτάκης, συνοδευόμενος υπό ανωτέρων υπαλλήλων, περιώδευσε τάς περιοχάς τής Θράκης καί τής Ανατολικής Μακεδονίας, όπου επεθεώρησε τά αρδευτικά έργα καί συνεζήτησε μέ τούς αγρότας τά προβλήματα τής παραγωγής καπνού καί βάμβακος. <box>216 1066 411 1137</box>
article-text: ΑΘΗΝΑΙ, 11.— Κατέπλευσαν είς τόν λιμένα τού Πειραιώς βρεταννικά εκπαιδευτικά πολεμικά σκάφη, τά οποία θά παραμείνουν επί τριήμερον. <box>426 509 622 550</box>
headline: ΣΤΕΛΕΧΗ ΤΟΥ Κ.Κ. ΤΗΣ ΡΟΥΜΑΝΙΑΣ ΑΠΕΛΥΘΗΣΑΝ ΤΩΝ ΕΡΓΑΣΙΩΝ ΤΩΝ <box>435 11 613 47</box>
article-text: ΑΘΗΝΑΙ, 11.— Κατά τήν κλήρωσιν τού λαϊκού λαχείου εκέρδισαν οί εξής αριθμοί: <box>1206 1285 1535 1306</box>
article-text: Η βρεταννική κυβέρνησις παραμένει επιφυλακτική έναντι τών εξελίξεων είς τήν Ροδεσίαν καί εδήλωσεν ότι δέν θά λάβη νέα μέτρα πρό τής πλήρους ενημερώσεώς της. Είς τήν Βουλήν τών Κοινοτήτων διεξήχθη ζωηρά συζήτησις επί τού θέματος. <box>216 1762 411 1823</box>
headline-line: Η ΔΡΑΜΑΤΙΚΗ ΣΥΖΗΤΗΣΙΣ ΔΙΑ ΤΟ ΒΙΕΤΝΑΜ <box>640 1306 1189 1335</box>
headline: ΤΟ ΝΕΟΝ ΔΕΛΤΙΟΝ ΤΩΝ ΕΠΑΓΓΕΛΜΑΤΙΩΝ ΑΛΙΕΥΜΑΤΩΝ <box>436 1324 612 1349</box>
headline-line: ΜΕΤΑΞΥ ΤΩΝ Κ.Κ. ΡΑΣΚ ΚΑΙ ΦΟΥΛΜΠΡΑΪΤ <box>648 1335 1181 1363</box>
article-text: Εκυκλοφόρησε τό νέον δελτίον τών τιμών τών αλιευμάτων, τό οποίον ισχύει από σήμερον. <box>426 1450 622 1481</box>
article-text: Η αναταραχή είς τήν Τσεχοσλοβακίαν συνεχίζεται καί αί απαιτήσεις διά φιλελευθεροποίησιν τού καθεστώτος πληθύνονται. Φοιτηταί καί διανοούμενοι ζητούν τήν παραίτησιν τού Προέδρου Νοβότνυ, ενώ ο στρατηγός Σεϋνα, ο οποίος κατέφυγεν είς τήν Δύσιν, αποκαλύπτει λεπτομερείας διά τάς προσπαθείας τών σκληρών. <box>826 1057 1003 1158</box>
headline: Η ΔΙΑΡΡΟΗ ΚΕΦΑΛΑΙΩΝ ΕΙΣ ΤΟ ΕΞΩΤΕΡΙΚΟΝ ΑΠΟ ΤΑΣ ΥΠΟ ΑΝΑΠΤΥΞΙΝ ΧΩΡΑΣ ΑΠΑΣΧΟΛΗΣΕ ΤΟ ΣΥΝΕΔΡΙΟΝ ΤΩΝ ΗΝ. ΕΘΝΩΝ <box>12 444 406 489</box>
article-text: Καιρός: Αίθριος μετά νεφώσεων είς τά βόρεια. Μικρά πτώσις τής θερμοκρασίας είς τήν Βόρειον Ελλάδα. Θερμοκρασία Αθηνών: 13—24, Θεσσαλονίκης 8—17, Πατρών 11—21, Ηρακλείου 12—22. <box>426 809 622 859</box>
column-3 <box>635 8 1194 2345</box>
section-subhead: ΟΞΥΝΕΤΑΙ Η ΑΝΑΤΑΡΑΧΗ <box>843 1160 986 1174</box>
article-text: Τό αυτοκίνητον, τό οποίον ωδηγείτο υπό τού ιδιοκτήτου του, εξετράπη τής πορείας του καί ανετράπη είς τήν τάφρον. Ο οδηγός εφονεύθη επί τόπου, οί δέ τρείς επιβάται μετεφέρθησαν είς τό νοσοκομείον. Η τροχαία ενεργεί ανακρίσεις διά τά αίτια τού δυστυχήματος. <box>7 1283 202 1353</box>
headline: ΟΙ ΚΕΡΔΙΖΟΝΤΕΣ ΑΡΙΘΜΟΙ ΤΟΥ ΛΑΪΚΟΥ ΛΑΧΕΙΟΥ <box>1228 1251 1512 1283</box>
article-text: Η Ρουμανία αντετάχθη είς τό νέον σχέδιον συνθήκης διά τήν μή διάδοσιν τών πυρηνικών όπλων, τό οποίον υπέβαλον αί Ηνωμέναι Πολιτείαι καί η Σοβιετική Ενωσις είς τήν Διάσκεψιν τού Αφοπλισμού. Ο Ρουμάνος αντιπρόσωπος δήλωσεν ότι τό σχέδιον εξαιρεί από τόν διεθνή έλεγχον τάς μεγάλας πυρηνικάς δυνάμεις καί επιβάλλει περιορισμούς μόνον είς τά μή πυρηνικά κράτη. Η Ρουμανία ζητεί όπως ο έλεγχος εφαρμόζεται ισοτίμως είς όλα τά κράτη καί όπως αί πυρηνικαί δυνάμεις αναλάβουν συγκεκριμένας δεσμεύσεις διά τόν αφοπλισμόν. <box>826 421 1003 571</box>
article-text: Η βρεταννική κυβέρνησις παραμένει επιφυλακτική έναντι τών εξελίξεων είς τήν Ροδεσίαν καί εδήλωσεν ότι δέν θά λάβη νέα μέτρα πρό τής πλήρους ενημερώσεώς της. Είς τήν Βουλήν τών Κοινοτήτων διεξήχθη ζωηρά συζήτησις επί τού θέματος. <box>7 1742 202 1802</box>
article-text: ΝΕΟΝ ΔΕΛΧΙ, 11. (Άσσ. Πρές).— Ο γενικός γραμματεύς τού Συνεδρίου τών Ηνωμένων Εθνών διά τό εμπόριον καί τήν ανάπτυξιν έδήλωσεν ότι αί υπό ανάπτυξιν χώραι απώλεσαν κατά τό παρελθόν έτος σημαντικά κεφάλαια, τά όποια μετεφέρθησαν είς τό εξωτερικόν, καί ότι τό ζήτημα τούτο θά εξετασθή διεξοδικώς υπό τής επιτροπής. <box>7 495 202 586</box>
article-text: Ο υπουργός τής Γεωργίας κ. Ποτάκης, συνοδευόμενος υπό ανωτέρων υπαλλήλων, περιώδευσε τάς περιοχάς τής Θράκης καί τής Ανατολικής Μακεδονίας, όπου επεθεώρησε τά αρδευτικά έργα καί συνεζήτησε μέ τούς αγρότας τά προβλήματα τής παραγωγής καπνού καί βάμβακος. <box>7 1076 202 1147</box>
article-text: Η Ρουμανία αντετάχθη είς τό νέον σχέδιον συνθήκης διά τήν μή διάδοσιν τών πυρηνικών όπλων, τό οποίον υπέβαλον αί Ηνωμέναι Πολιτείαι καί η Σοβιετική Ενωσις είς τήν Διάσκεψιν τού Αφοπλισμού. Ο Ρουμάνος αντιπρόσωπος δήλωσεν ότι τό σχέδιον εξαιρεί από τόν διεθνή έλεγχον τάς μεγάλας πυρηνικάς δυνάμεις καί επιβάλλει περιορισμούς μόνον είς τά μή πυρηνικά κράτη. Η Ρουμανία ζητεί όπως ο έλεγχος εφαρμόζεται ισοτίμως είς όλα τά κράτη καί όπως αί πυρηνικαί δυνάμεις αναλάβουν συγκεκριμένας δεσμεύσεις διά τόν αφοπλισμόν. <box>638 431 813 582</box>
headline: Ο Κ. ΣΤΑΜΑΤΕΛΟΠΟΥΛΟΣ ΕΠΕΘΕΩΡΗΣΕ ΥΠΗΡΕΣΙΑΣ ΤΟΥ ΑΕΡΟΛΙΜΕΝΟΣ <box>439 924 610 960</box>
headline-line: ΑΙ ΕΚΔΗΛΩΣΕΙΣ ΤΩΝ ΠΟΛΩΝΩΝ ΦΟΙΤΗΤΩΝ <box>642 652 1187 680</box>
article-text: Καιρός: Αίθριος μετά νεφώσεων είς τά βόρεια. Μικρά πτώσις τής θερμοκρασίας είς τήν Βόρειον Ελλάδα. Θερμοκρασία Αθηνών: 13—24, Θεσσαλονίκης 8—17, Πατρών 11—21, Ηρακλείου 12—22. <box>426 861 622 912</box>
headline: ΕΠΙΦΥΛΑΚΤΙΚΗ Η ΒΡΕΤΑΝΝΙΚΗ ΚΥΒΕΡΝΗΣΙΣ ΚΑΙ ΜΕΤΑ ΤΟΥΣ ΝΕΟΥΣ ΑΠΑΓΧΟΝΙΣΜΟΥΣ <box>10 1442 408 1473</box>
article-text: Σήμερον διεξάγονται είς τήν πολιτείαν τού Νέου Χαμψάϊρ αί πρώται προκριματικαί εκλογαί διά τό προεδρικόν χρίσμα. Ο Πρόεδρος Τζόνσον καί ο γερουσιαστής Μακάρθυ αντιμετωπίζονται είς τό δημοκρατικόν στρατόπεδον, ενώ ο κ. Νίξον προηγείται τών ρεπουμπλικανών. <box>1206 639 1534 680</box>
article-text: Ο δήμαρχος τού Δυτικού Βερολίνου διεμαρτυρήθη διότι αί Ανατολικογερμανικαί αρχαί απηγόρευσαν τήν διέλευσιν στελεχών τού νεοναζιστικού κόμματος διά τών οδών προσπελάσεως, χαρακτηρίσας τό μέτρον ώς παραβίασιν τών συμφωνιών. <box>216 735 411 796</box>
article-text: Η Ρουμανία αντετάχθη είς τό νέον σχέδιον συνθήκης διά τήν μή διάδοσιν τών πυρηνικών όπλων, τό οποίον υπέβαλον αί Ηνωμέναι Πολιτείαι καί η Σοβιετική Ενωσις είς τήν Διάσκεψιν τού Αφοπλισμού. Ο Ρουμάνος αντιπρόσωπος δήλωσεν ότι τό σχέδιον εξαιρεί από τόν διεθνή έλεγχον τάς μεγάλας πυρηνικάς δυνάμεις καί επιβάλλει περιορισμούς μόνον είς τά μή πυρηνικά κράτη. Η Ρουμανία ζητεί όπως ο έλεγχος εφαρμόζεται ισοτίμως είς όλα τά κράτη καί όπως αί πυρηνικαί δυνάμεις αναλάβουν συγκεκριμένας δεσμεύσεις διά τόν αφοπλισμόν. <box>1015 252 1192 403</box>
headline-line: ΟΓΚΟΥΤΑΙ Η ΑΝΑΤΑΡΑΧΗ ΕΙΣ ΠΡΑΓΑΝ <box>672 1015 1156 1044</box>
headline: Η ΕΓΓΡΑΦΗ ΥΠΟΨΗΦΙΩΝ ΕΙΣ ΤΟΥΣ ΚΑΤΑΛΟΓΟΥΣ <box>428 1107 620 1133</box>
section-subhead: Ο ΣΤΡΑΤΗΓΟΣ ΣΕΥΝΑ <box>665 1172 786 1186</box>
headline: ΙΔΡΥΕΤΑΙ ΒΙΟΜΗΧΑΝΙΑ ΚΑΤΕΨΥΓΜΕΝΩΝ ΦΡΟΥΤΩΝ ΚΑΙ ΛΑΧΑΝΙΚΩΝ <box>1207 1014 1362 1051</box>
article-text: Κατά τήν συζήτησιν ενώπιον τής επιτροπής Εξωτερικών Υποθέσεων τής Γερουσίας, ο υπουργός τών Εξωτερικών κ. Ράσκ καί ο πρόεδρος τής επιτροπής κ. Φουλμπράϊτ αντήλλαξαν οξείς χαρακτηρισμούς διά τήν πολιτικήν τής κυβερνήσεως είς τό Βιετνάμ. Ο κ. Ράσκ ηρνήθη νά αποκαλύψη εάν θά σταλούν νέαι ενισχύσεις, ενώ ο γερουσιαστής Ρόμπερτ Κέννεντυ επέκρινε δριμύτατα τούς χειρισμούς τής κυβερνήσεως. <box>638 1663 813 1774</box>
headline: ΙΚΑΝΟΠΟΙΗΣΙΣ ΠΡΟΚΑΛΟΥΝ ΕΙΣ ΤΗΝ ΤΟΥΡΚΙΚΗΝ ΚΥΒΕΡΝΗΣΙΝ ΤΑ ΕΙΡΗΝΕΥΤΙΚΑ ΜΕΤΡΑ ΤΟΥ ΜΑΚΑΡΙΟΥ <box>1215 1118 1525 1164</box>
article-text: Παρατείνεται μέχρι τέλους τού μηνός η προθεσμία εγγραφής τών υποψηφίων είς τούς καταλόγους τών ανωτάτων σχολών. <box>426 1178 622 1208</box>
article-text: Η αναταραχή είς τήν Τσεχοσλοβακίαν συνεχίζεται καί αί απαιτήσεις διά φιλελευθεροποίησιν τού καθεστώτος πληθύνονται. Φοιτηταί καί διανοούμενοι ζητούν τήν παραίτησιν τού Προέδρου Νοβότνυ, ενώ ο στρατηγός Σεϋνα, ο οποίος κατέφυγεν είς τήν Δύσιν, αποκαλύπτει λεπτομερείας διά τάς προσπαθείας τών σκληρών. <box>826 1177 1003 1277</box>
lottery-row: 79768 55520 10420 35600 <box>1206 1384 1329 1395</box>
headline: ΤΗΝ ΠΑΡΑΣΚΕΥΗΝ Η ΚΛΗΡΩΣΙΣ ΟΜΟΛΟΓΙΩΝ ΤΟΥ ΔΑΝΕΙΟΥ 1962 <box>1205 915 1364 952</box>
article-text: Αί φοιτητικαί εκδηλώσεις είς τήν Βαρσοβίαν καί άλλας πόλεις τής Πολωνίας εξελίσσονται είς σοβαρόν πρόβλημα διά τήν ηγεσίαν τού κομμουνιστικού κόμματος. Κατά τούς παρατηρητάς, αί ταραχαί υπονομεύουν τήν θέσιν τού κ. Γκομούλκα, τού οποίου οί αντίπαλοι εντός τού κόμματος εκμεταλλεύονται τήν κατάστασιν. Μεταξύ τών συλληφθέντων φοιτητών ευρίσκονται καί τέκνα ανωτέρων στελεχών τού κόμματος. <box>1015 755 1192 875</box>
column-2 <box>423 8 625 2345</box>
article-text: Η αναταραχή είς τήν Τσεχοσλοβακίαν συνεχίζεται καί αί απαιτήσεις διά φιλελευθεροποίησιν τού καθεστώτος πληθύνονται. Φοιτηταί καί διανοούμενοι ζητούν τήν παραίτησιν τού Προέδρου Νοβότνυ, ενώ ο στρατηγός Σεϋνα, ο οποίος κατέφυγεν είς τήν Δύσιν, αποκαλύπτει λεπτομερείας διά τάς προσπαθείας τών σκληρών. <box>1015 1057 1192 1158</box>
article-text: Τό αυτοκίνητον, τό οποίον ωδηγείτο υπό τού ιδιοκτήτου του, εξετράπη τής πορείας του καί ανετράπη είς τήν τάφρον. Ο οδηγός εφονεύθη επί τόπου, οί δέ τρείς επιβάται μετεφέρθησαν είς τό νοσοκομείον. Η τροχαία ενεργεί ανακρίσεις διά τά αίτια τού δυστυχήματος. <box>216 1344 411 1415</box>
headline-line: ΝΕΟΝ ΑΜΕΡΙΚΑΝΟΡΩΣΣΙΚΟΝ ΣΧΕΔΙΟΝ <box>682 19 1147 84</box>
article-text: Ο υφυπουργός παρά τώ πρωθυπουργώ επεθεώρησε τάς υπηρεσίας τού αερολιμένος τού Ελληνικού καί έδωσεν οδηγίας. <box>426 1006 622 1037</box>
article-text: Εκυκλοφόρησε τό νέον δελτίον τών τιμών τών αλιευμάτων, τό οποίον ισχύει από σήμερον. <box>426 1417 622 1448</box>
article-text: ΔΥΤΙΚΟΝ ΒΕΡΟΛΙΝΟΝ, 11.— Ο δήμαρχος τού Δυτικού Βερολίνου διεμαρτυρήθη διότι αί Ανατολικογερμανικαί αρχαί απηγόρευσαν τήν διέλευσιν στελεχών τού νεοναζιστικού κόμματος διά τών οδών προσπελάσεως, χαρακτηρίσας τό μέτρον ώς παραβίασιν τών συμφωνιών. <box>7 735 202 806</box>
article-text: ΜΑΝΤΣΕΣΤΕΡ, Νεά Χαμψάϊρ, 11.— Σήμερον διεξάγονται είς τήν πολιτείαν τού Νέου Χαμψάϊρ αί πρώται προκριματικαί εκλογαί διά τό προεδρικόν χρίσμα. Ο Πρόεδρος Τζόνσον καί ο γερουσιαστής Μακάρθυ αντιμετωπίζονται είς τό δημοκρατικόν στρατόπεδον, ενώ ο κ. Νίξον προηγείται τών ρεπουμπλικανών. <box>1206 484 1535 535</box>
article-text: Κατά τήν συζήτησιν ενώπιον τής επιτροπής Εξωτερικών Υποθέσεων τής Γερουσίας, ο υπουργός τών Εξωτερικών κ. Ράσκ καί ο πρόεδρος τής επιτροπής κ. Φουλμπράϊτ αντήλλαξαν οξείς χαρακτηρισμούς διά τήν πολιτικήν τής κυβερνήσεως είς τό Βιετνάμ. Ο κ. Ράσκ ηρνήθη νά αποκαλύψη εάν θά σταλούν νέαι ενισχύσεις, ενώ ο γερουσιαστής Ρόμπερτ Κέννεντυ επέκρινε δριμύτατα τούς χειρισμούς τής κυβερνήσεως. <box>826 1522 1003 1633</box>
article-text: Ο υπουργός παρά τώ πρωθυπουργώ θά ομιλήση αύριον είς τόν Πειραιά ενώπιον τών ναυτικών καί λιμενικών οργανώσεων. <box>426 439 622 469</box>
headline-line: ΑΝΤΙΚΡΟΥΕΤΑΙ ΥΠΟ ΤΗΣ ΡΟΥΜΑΝΙΑΣ <box>719 119 1109 184</box>
article-text: Η βρεταννική κυβέρνησις παραμένει επιφυλακτική έναντι τών εξελίξεων είς τήν Ροδεσίαν καί εδήλωσεν ότι δέν θά λάβη νέα μέτρα πρό τής πλήρους ενημερώσεώς της. Είς τήν Βουλήν τών Κοινοτήτων διεξήχθη ζωηρά συζήτησις επί τού θέματος. <box>216 1557 411 1618</box>
article-text: Αγνοείται η τύχη ορειβάτου, μέλους οκταμελούς ομάδος εκ Πειραιώς, η οποία ανήλθε είς τόν Ολυμπον. Συνεργεία διασώσεως ανεχώρησαν πρός αναζήτησίν του. <box>1206 856 1363 907</box>
article-text: Ο γενικός γραμματεύς τού Συνεδρίου τών Ηνωμένων Εθνών διά τό εμπόριον καί τήν ανάπτυξιν έδήλωσεν ότι αί υπό ανάπτυξιν χώραι απώλεσαν κατά τό παρελθόν έτος σημαντικά κεφάλαια, τά όποια μετεφέρθησαν είς τό εξωτερικόν, καί ότι τό ζήτημα τούτο θά εξετασθή διεξοδικώς υπό τής επιτροπής. <box>7 588 202 668</box>
article-text: Ψήφισμα επιδοκιμασίας τού κυβερνητικού έργου απέστειλαν οί αγροτικοί συνεταιρισμοί τής Πελοποννήσου. <box>426 1281 622 1312</box>
headline: ΣΥΜΠΑΘΕΣΤΑΣ ΠΡΟΣ ΤΟΝ ΔΡΑ ΛΥΜΠΚΕ ΕΚΦΡΑΖΟΥΝ ΟΙ ΕΠΙΣΗΜΟΙ ΚΥΚΛΟΙ ΚΑΙ Η ΚΟΙΝΗ ΓΝΩΜΗ ΤΗΣ ΔΥΤ. ΓΕΡΜΑΝΙΑΣ <box>1223 692 1517 737</box>
column-1 <box>4 8 414 2345</box>
article-text: Ο υπουργός τής Γεωργίας κ. Ποτάκης, συνοδευόμενος υπό ανωτέρων υπαλλήλων, περιώδευσε τάς περιοχάς τής Θράκης καί τής Ανατολικής Μακεδονίας, όπου επεθεώρησε τά αρδευτικά έργα καί συνεζήτησε μέ τούς αγρότας τά προβλήματα τής παραγωγής καπνού καί βάμβακος. <box>7 1003 202 1074</box>
kiesinger-headline <box>4 12 414 112</box>
article-text: Ο υπουργός τής Γεωργίας κ. Ποτάκης, συνοδευόμενος υπό ανωτέρων υπαλλήλων, περιώδευσε τάς περιοχάς τής Θράκης καί τής Ανατολικής Μακεδονίας, όπου επεθεώρησε τά αρδευτικά έργα καί συνεζήτησε μέ τούς αγρότας τά προβλήματα τής παραγωγής καπνού καί βάμβακος. <box>216 920 411 991</box>
article-text: Κατά τήν συζήτησιν ενώπιον τής επιτροπής Εξωτερικών Υποθέσεων τής Γερουσίας, ο υπουργός τών Εξωτερικών κ. Ράσκ καί ο πρόεδρος τής επιτροπής κ. Φουλμπράϊτ αντήλλαξαν οξείς χαρακτηρισμούς διά τήν πολιτικήν τής κυβερνήσεως είς τό Βιετνάμ. Ο κ. Ράσκ ηρνήθη νά αποκαλύψη εάν θά σταλούν νέαι ενισχύσεις, ενώ ο γερουσιαστής Ρόμπερτ Κέννεντυ επέκρινε δριμύτατα τούς χειρισμούς τής κυβερνήσεως. <box>1015 1539 1192 1649</box>
article-text: ΒΟΝΝΗ, 11. (Γαλλ. Πρακτ.).— Εκδηλώσεις συμπαθείας πρός τόν Πρόεδρον τής Ομοσπονδιακής Δημοκρατίας Δρα Λύμπκε εκφράζουν οί επίσημοι κύκλοι καί ο τύπος, μετά τάς επιθέσεις τάς οποίας δέχεται από τήν Ανατολικήν Γερμανίαν. <box>1377 743 1534 823</box>
headline: Ο Κ. ΑΝΔΡΟΥΤΣΟΠΟΥΛΟΣ ΘΑ ΟΜΙΛΗΣΗ ΑΥΡΙΟΝ ΕΙΣ ΤΟΝ ΠΕΙΡΑΙΑ <box>425 368 623 393</box>
article-text: Σήμερον διεξάγονται είς τήν πολιτείαν τού Νέου Χαμψάϊρ αί πρώται προκριματικαί εκλογαί διά τό προεδρικόν χρίσμα. Ο Πρόεδρος Τζόνσον καί ο γερουσιαστής Μακάρθυ αντιμετωπίζονται είς τό δημοκρατικόν στρατόπεδον, ενώ ο κ. Νίξον προηγείται τών ρεπουμπλικανών. <box>1206 596 1534 637</box>
article-text: Αί φοιτητικαί εκδηλώσεις είς τήν Βαρσοβίαν καί άλλας πόλεις τής Πολωνίας εξελίσσονται είς σοβαρόν πρόβλημα διά τήν ηγεσίαν τού κομμουνιστικού κόμματος. Κατά τούς παρατηρητάς, αί ταραχαί υπονομεύουν τήν θέσιν τού κ. Γκομούλκα, τού οποίου οί αντίπαλοι εντός τού κόμματος εκμεταλλεύονται τήν κατάστασιν. Μεταξύ τών συλληφθέντων φοιτητών ευρίσκονται καί τέκνα ανωτέρων στελεχών τού κόμματος. <box>1015 877 1192 998</box>
article-text: Κατέπλευσαν είς τόν λιμένα τού Πειραιώς βρεταννικά εκπαιδευτικά πολεμικά σκάφη, τά οποία θά παραμείνουν επί τριήμερον. <box>426 552 622 583</box>
subheadline: Ανησυχεί διά τάς έξελίξεις τό Κ.Κ. <box>707 690 1122 714</box>
article-text: Εκδηλώσεις συμπαθείας πρός τόν Πρόεδρον τής Ομοσπονδιακής Δημοκρατίας Δρα Λύμπκε εκφράζουν οί επίσημοι κύκλοι καί ο τύπος, μετά τάς επιθέσεις τάς οποίας δέχεται από τήν Ανατολικήν Γερμανίαν. <box>1377 971 1534 1042</box>
article-text: Η βρεταννική κυβέρνησις παραμένει επιφυλακτική έναντι τών εξελίξεων είς τήν Ροδεσίαν καί εδήλωσεν ότι δέν θά λάβη νέα μέτρα πρό τής πλήρους ενημερώσεώς της. Είς τήν Βουλήν τών Κοινοτήτων διεξήχθη ζωηρά συζήτησις επί τού θέματος. <box>7 1490 202 1550</box>
article-text: Η βρεταννική κυβέρνησις παραμένει επιφυλακτική έναντι τών εξελίξεων είς τήν Ροδεσίαν καί εδήλωσεν ότι δέν θά λάβη νέα μέτρα πρό τής πλήρους ενημερώσεώς της. Είς τήν Βουλήν τών Κοινοτήτων διεξήχθη ζωηρά συζήτησις επί τού θέματος. <box>7 1679 202 1740</box>
